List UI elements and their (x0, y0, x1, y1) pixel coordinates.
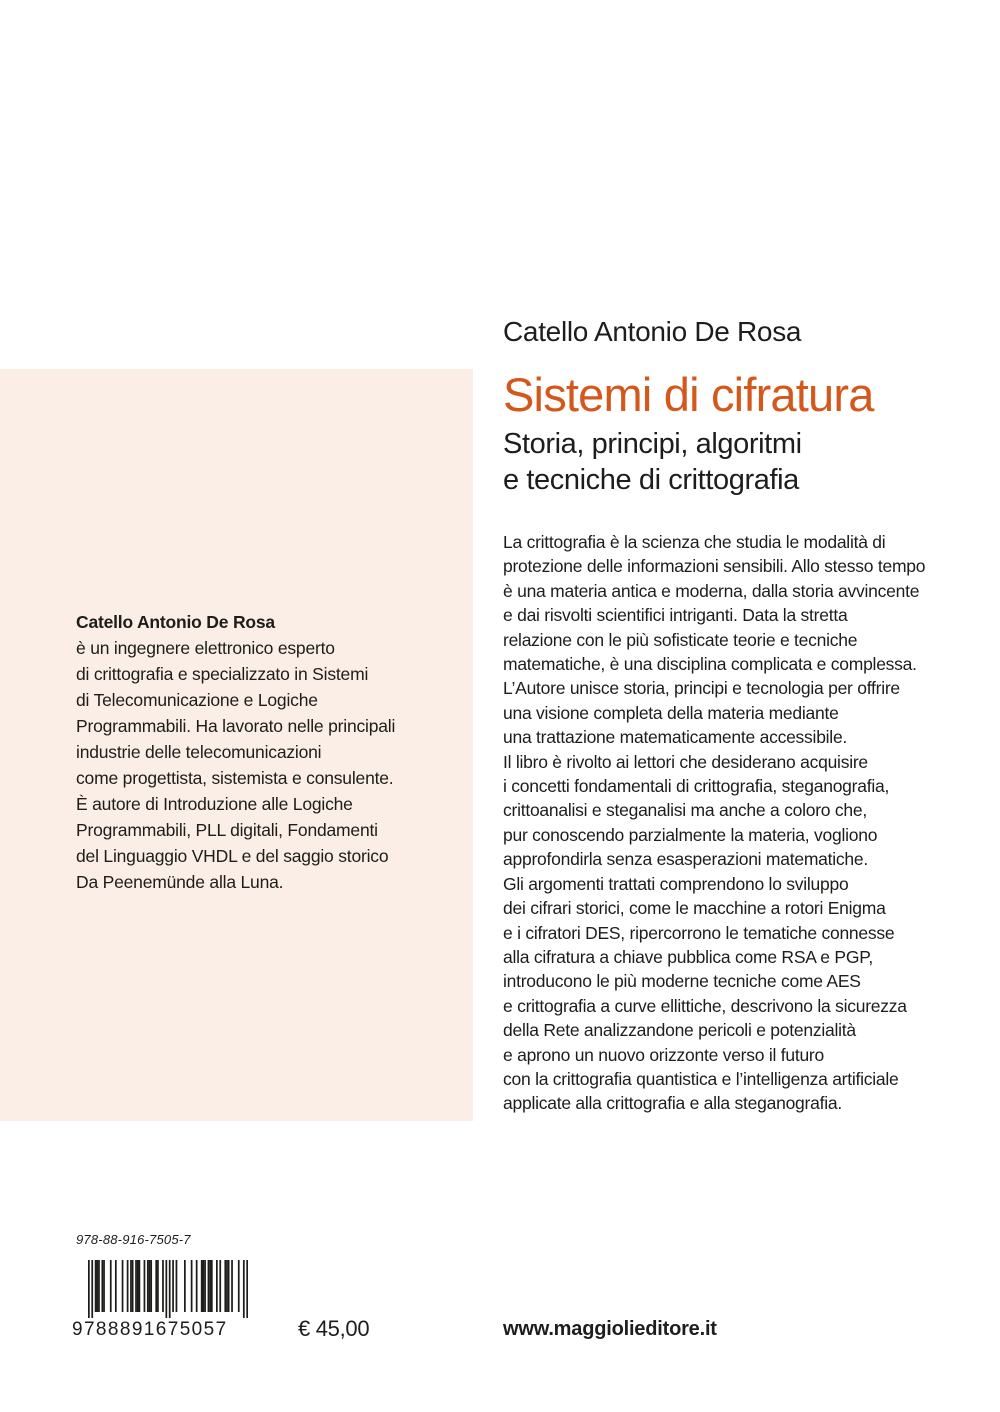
book-description (503, 530, 983, 1116)
subtitle-line: e tecniche di crittografia (503, 464, 799, 496)
barcode-bar (122, 1260, 124, 1312)
barcode-bar (172, 1260, 174, 1312)
barcode-bar (209, 1260, 211, 1312)
description-line: La crittografia è la scienza che studia le modalità di (503, 532, 886, 552)
bio-line: del Linguaggio VHDL e del saggio storico (76, 846, 389, 866)
description-line: e i cifratori DES, ripercorrono le tematiche connesse (503, 922, 895, 943)
barcode-bar (132, 1260, 134, 1312)
description-line: protezione delle informazioni sensibili. Allo stesso tempo (503, 556, 926, 577)
description-line: alla cifratura a chiave pubblica come RSA e PGP, (503, 946, 873, 967)
description-line: è una materia antica e moderna, dalla storia avvincente (503, 580, 920, 601)
description-line: della Rete analizzandone pericoli e potenzialità (503, 1020, 856, 1041)
barcode-bar (196, 1260, 198, 1312)
bio-line: come progettista, sistemista e consulente. (76, 768, 394, 788)
barcode-bar (139, 1260, 141, 1312)
description-line: Il libro è rivolto ai lettori che desiderano acquisire (503, 751, 868, 772)
barcode-bar (203, 1260, 205, 1312)
description-line: una visione completa della materia mediante (503, 702, 839, 723)
barcode-bar (243, 1260, 245, 1318)
description-line: approfondirla senza esasperazioni matematiche. (503, 849, 868, 870)
barcode-bar (115, 1260, 117, 1312)
bio-line: industrie delle telecomunicazioni (76, 742, 322, 762)
barcode-bar (201, 1260, 203, 1312)
isbn-label: 978-88-916-7505-7 (76, 1232, 191, 1247)
description-line: L’Autore unisce storia, principi e tecnologia per offrire (503, 678, 900, 699)
description-line: e crittografia a curve ellittiche, descrivono la sicurezza (503, 995, 907, 1016)
barcode (88, 1260, 248, 1318)
barcode-bar (91, 1260, 93, 1318)
barcode-bar (162, 1260, 164, 1312)
barcode-digits: 9788891675057 (72, 1319, 228, 1340)
barcode-bar (176, 1260, 178, 1312)
barcode-bar (226, 1260, 228, 1312)
barcode-bar (224, 1260, 226, 1312)
subtitle-line: Storia, principi, algoritmi (503, 428, 802, 460)
barcode-bar (95, 1260, 97, 1312)
barcode-bar (135, 1260, 137, 1312)
barcode-bar (246, 1260, 248, 1318)
bio-line: Programmabili. Ha lavorato nelle principali (76, 716, 396, 736)
barcode-bar (144, 1260, 146, 1312)
barcode-bar (130, 1260, 132, 1312)
barcode-bar (228, 1260, 230, 1312)
barcode-bar (216, 1260, 218, 1312)
barcode-bar (150, 1260, 152, 1312)
description-line: matematiche, è una disciplina complicata e complessa. (503, 654, 917, 675)
description-line: con la crittografia quantistica e l’intelligenza artificiale (503, 1068, 899, 1089)
description-line: pur conoscendo parzialmente la materia, vogliono (503, 824, 878, 845)
barcode-bar (219, 1260, 221, 1312)
bio-line: È autore di Introduzione alle Logiche (76, 794, 353, 814)
barcode-bar (238, 1260, 240, 1312)
barcode-bar (96, 1260, 98, 1312)
bio-line: Programmabili, PLL digitali, Fondamenti (76, 820, 378, 840)
barcode-bar (184, 1260, 186, 1312)
barcode-bar (147, 1260, 149, 1312)
bio-author-name: Catello Antonio De Rosa (76, 612, 275, 632)
author-bio (76, 609, 456, 895)
description-line: crittoanalisi e steganalisi ma anche a coloro che, (503, 800, 867, 821)
bio-line: Da Peenemünde alla Luna. (76, 872, 284, 892)
barcode-bar (204, 1260, 206, 1312)
price: € 45,00 (298, 1316, 370, 1341)
barcode-bar (191, 1260, 193, 1312)
bio-line: di Telecomunicazione e Logiche (76, 690, 318, 710)
book-title: Sistemi di cifratura (503, 368, 874, 421)
barcode-bar (211, 1260, 213, 1312)
book-author: Catello Antonio De Rosa (503, 316, 802, 347)
barcode-bar (103, 1260, 105, 1312)
barcode-bar (98, 1260, 100, 1312)
barcode-bar (110, 1260, 112, 1312)
description-line: introducono le più moderne tecniche come AES (503, 971, 861, 992)
barcode-bar (169, 1260, 171, 1318)
barcode-bar (231, 1260, 233, 1312)
barcode-bar (149, 1260, 151, 1312)
description-line: una trattazione matematicamente accessibile. (503, 727, 848, 748)
description-line: relazione con le più sofisticate teorie e tecniche (503, 629, 858, 650)
description-line: applicate alla crittografia e alla steganografia. (503, 1093, 842, 1114)
description-line: dei cifrari storici, come le macchine a rotori Enigma (503, 898, 886, 919)
description-line: Gli argomenti trattati comprendono lo sviluppo (503, 873, 849, 894)
bio-line: di crittografia e specializzato in Sistemi (76, 664, 369, 684)
barcode-bar (165, 1260, 167, 1318)
barcode-bar (101, 1260, 103, 1312)
barcode-bar (157, 1260, 159, 1312)
barcode-bar (155, 1260, 157, 1312)
barcode-bar (137, 1260, 139, 1312)
description-line: e dai risvolti scientifici intriganti. Data la stretta (503, 605, 848, 626)
publisher-website[interactable]: www.maggiolieditore.it (503, 1318, 717, 1340)
barcode-bar (208, 1260, 210, 1312)
bio-line: è un ingegnere elettronico esperto (76, 638, 335, 658)
book-subtitle (503, 426, 802, 498)
barcode-bar (127, 1260, 129, 1312)
barcode-bar (88, 1260, 90, 1318)
description-line: i concetti fondamentali di crittografia, steganografia, (503, 776, 890, 797)
description-line: e aprono un nuovo orizzonte verso il futuro (503, 1044, 824, 1065)
